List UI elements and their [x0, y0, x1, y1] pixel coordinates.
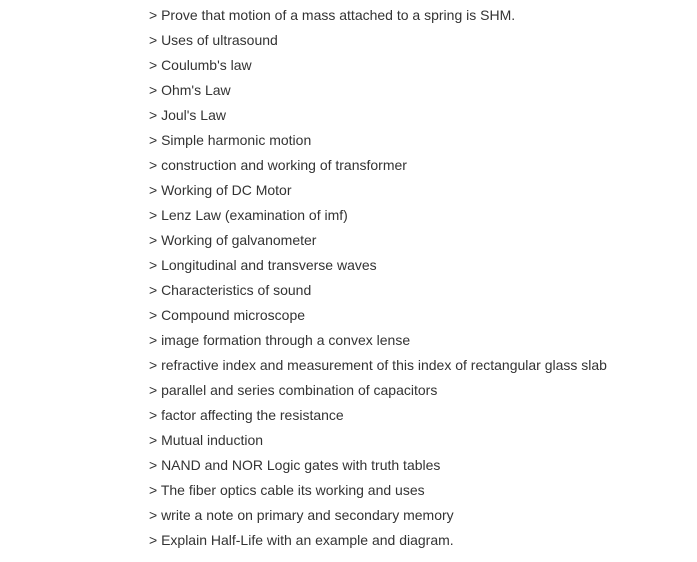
list-item: > image formation through a convex lense: [149, 332, 411, 348]
list-item: > Longitudinal and transverse waves: [149, 257, 377, 273]
topic-list: [149, 3, 607, 553]
list-item: > Simple harmonic motion: [149, 132, 312, 148]
list-item: > Joul's Law: [149, 107, 226, 123]
list-item: > parallel and series combination of capacitors: [149, 382, 438, 398]
list-item: > Compound microscope: [149, 307, 306, 323]
list-item: > factor affecting the resistance: [149, 407, 344, 423]
list-item: > refractive index and measurement of this index of rectangular glass slab: [149, 357, 607, 373]
list-item: > Uses of ultrasound: [149, 32, 278, 48]
list-item: > write a note on primary and secondary memory: [149, 507, 454, 523]
list-item: > Characteristics of sound: [149, 282, 312, 298]
list-item: > Prove that motion of a mass attached to a spring is SHM.: [149, 7, 516, 23]
list-item: > Working of galvanometer: [149, 232, 317, 248]
list-item: > Mutual induction: [149, 432, 264, 448]
list-item: > The fiber optics cable its working and uses: [149, 482, 425, 498]
list-item: > Ohm's Law: [149, 82, 231, 98]
list-item: > Working of DC Motor: [149, 182, 292, 198]
list-item: > NAND and NOR Logic gates with truth tables: [149, 457, 441, 473]
list-item: > construction and working of transformer: [149, 157, 407, 173]
list-item: > Explain Half-Life with an example and diagram.: [149, 532, 454, 548]
list-item: > Lenz Law (examination of imf): [149, 207, 348, 223]
list-item: > Coulumb's law: [149, 57, 252, 73]
